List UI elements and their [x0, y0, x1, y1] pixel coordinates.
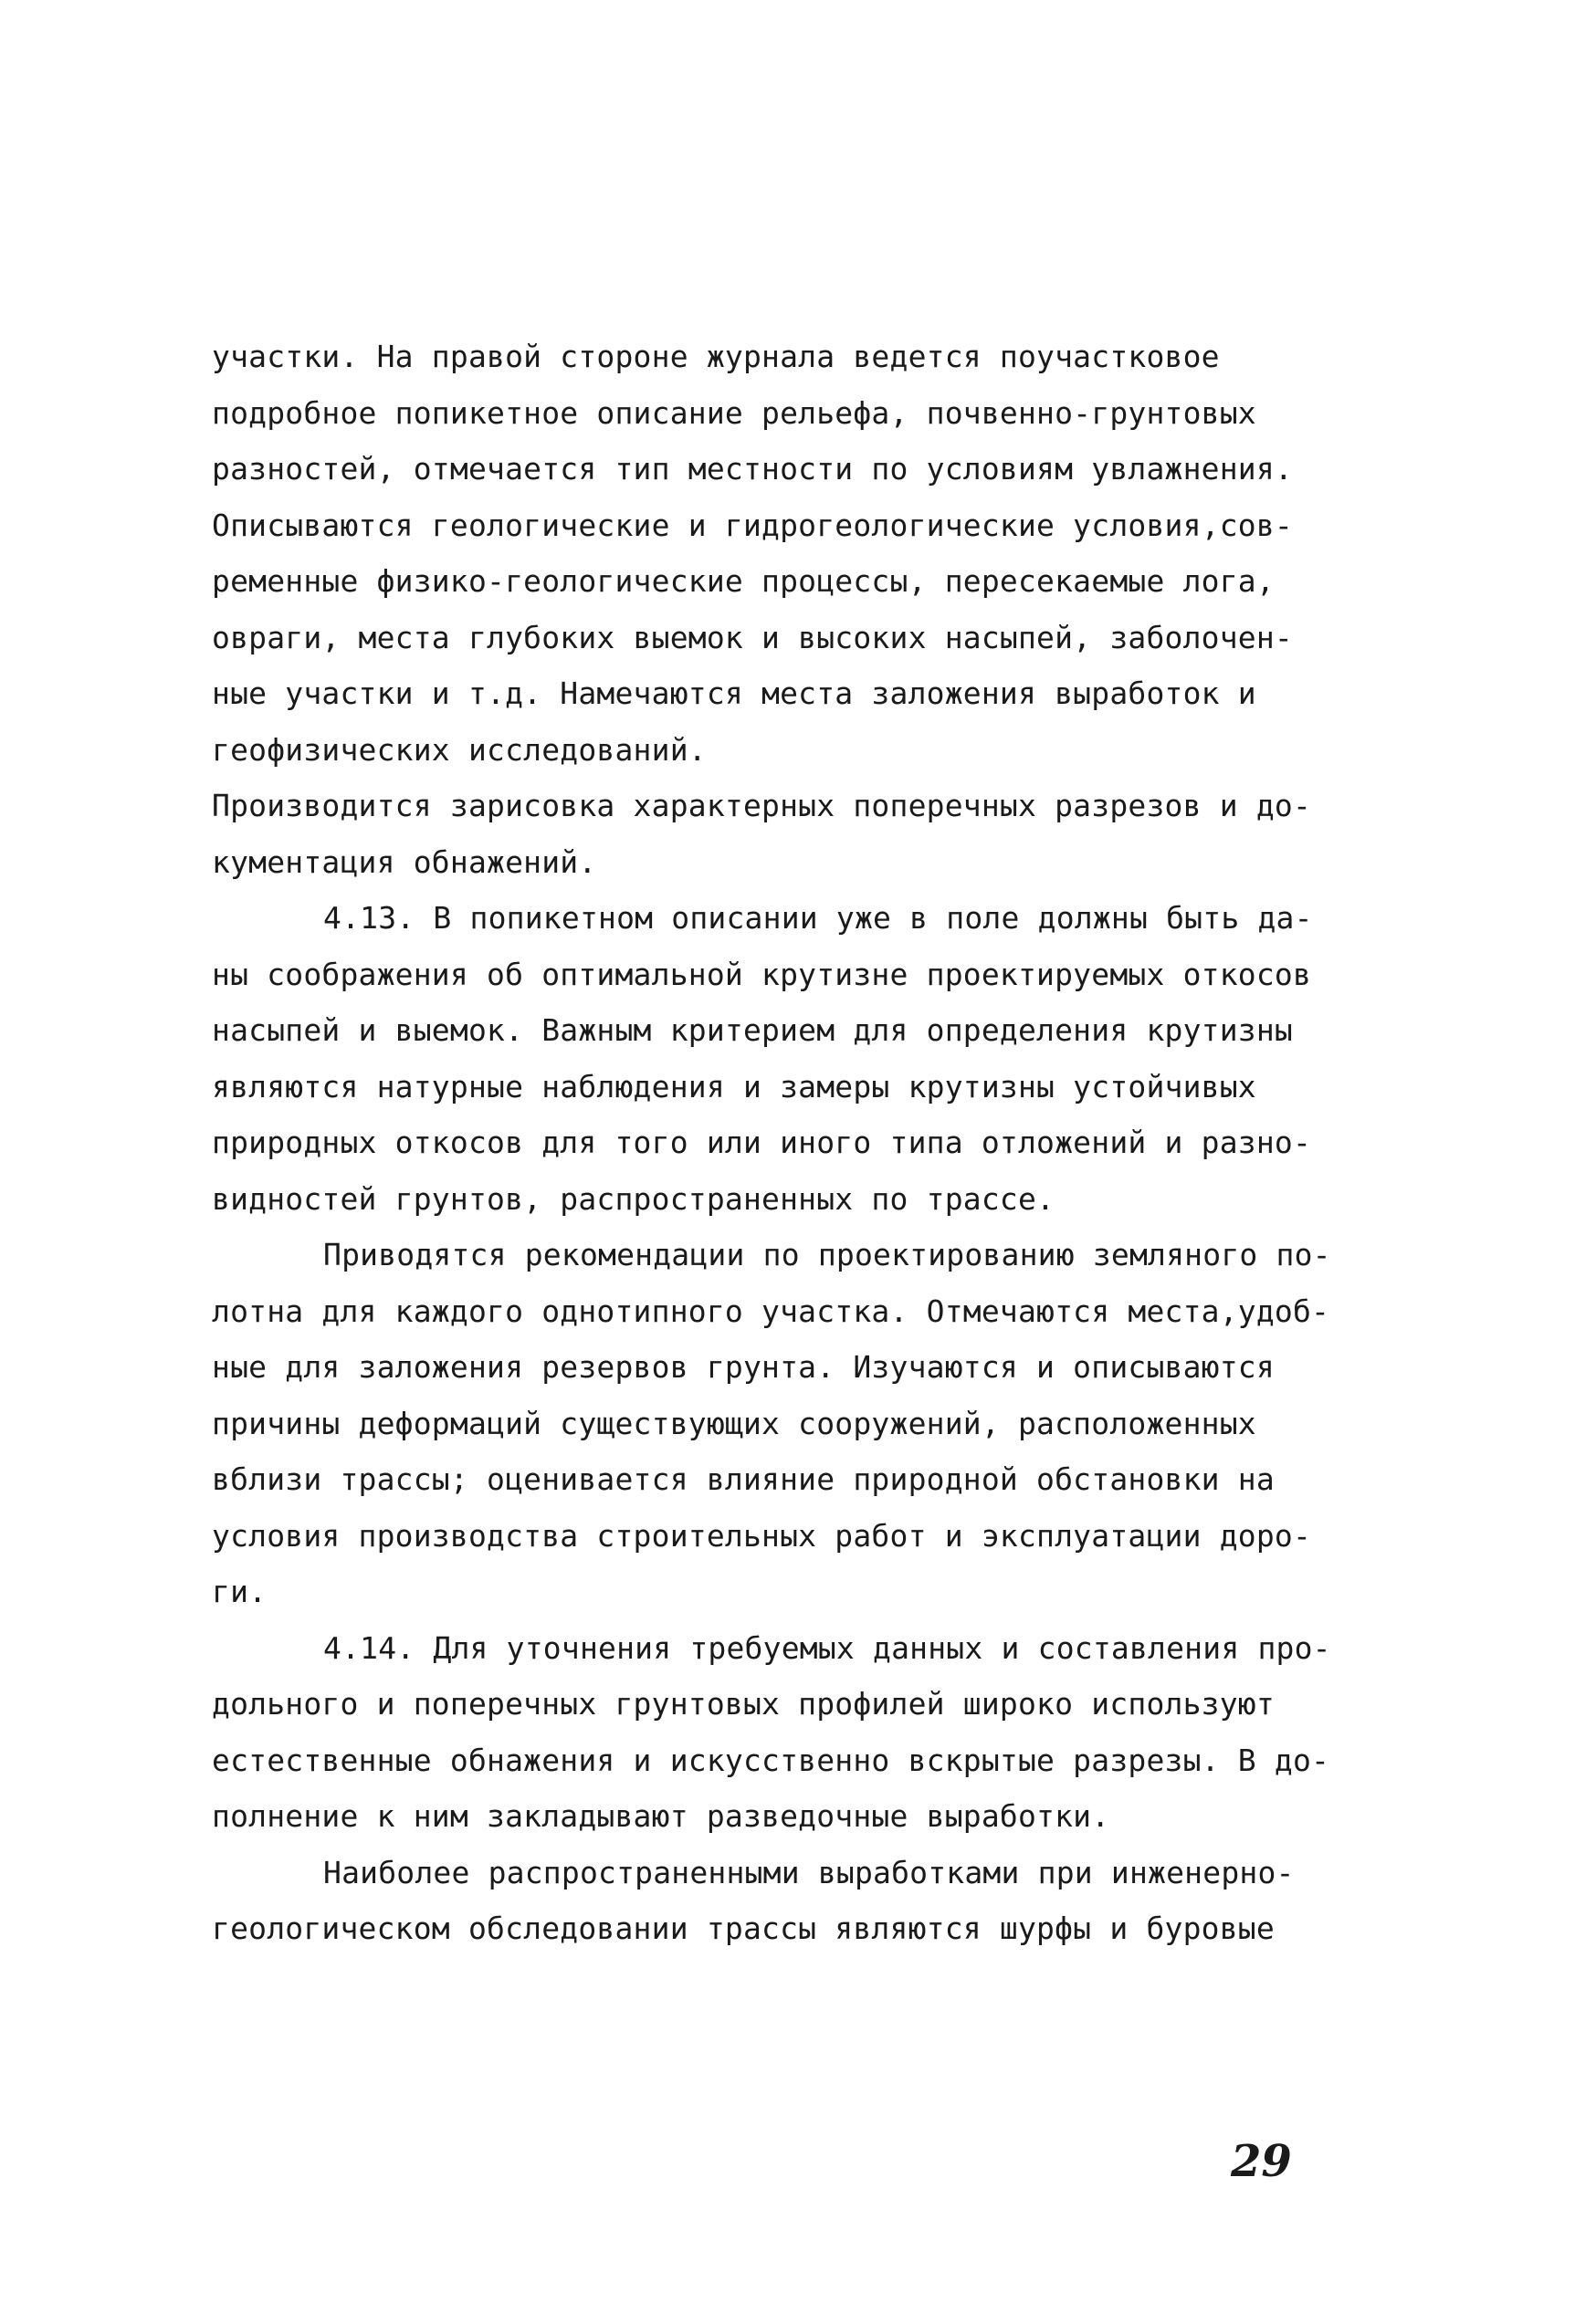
text-line: Наиболее распространенными выработками при инженерно-	[323, 1854, 1295, 1890]
text-line: Производится зарисовка характерных поперечных разрезов и до-	[212, 788, 1312, 823]
text-line: полнение к ним закладывают разведочные выработки.	[212, 1798, 1110, 1834]
text-line: причины деформаций существующих сооружений, расположенных	[212, 1405, 1256, 1441]
text-line: насыпей и выемок. Важным критерием для определения крутизны	[212, 1012, 1293, 1048]
text-line: геофизических исследований.	[212, 731, 707, 768]
text-line: участки. На правой стороне журнала ведется поучастковое	[212, 339, 1220, 374]
text-line: вблизи трассы; оценивается влияние природной обстановки на	[212, 1461, 1275, 1497]
text-line: Описываются геологические и гидрогеологические условия,сов-	[212, 507, 1293, 543]
text-line: условия производства строительных работ и эксплуатации доро-	[212, 1517, 1312, 1554]
text-line: природных откосов для того или иного типа отложений и разно-	[212, 1125, 1312, 1160]
text-line: геологическом обследовании трассы являются шурфы и буровые	[212, 1910, 1275, 1946]
text-line: ные для заложения резервов грунта. Изучаются и описываются	[212, 1349, 1275, 1385]
text-line: 4.13. В попикетном описании уже в поле должны быть да-	[323, 900, 1313, 936]
body-text	[212, 329, 1344, 1957]
text-line: ные участки и т.д. Намечаются места заложения выработок и	[212, 675, 1256, 711]
text-line: кументация обнажений.	[212, 843, 597, 880]
text-line: овраги, места глубоких выемок и высоких насыпей, заболочен-	[212, 619, 1293, 655]
text-line: подробное попикетное описание рельефа, почвенно-грунтовых	[212, 394, 1256, 431]
text-line: ременные физико-геологические процессы, пересекаемые лога,	[212, 563, 1275, 599]
text-line: дольного и поперечных грунтовых профилей широко используют	[212, 1686, 1275, 1722]
text-line: разностей, отмечается тип местности по условиям увлажнения.	[212, 451, 1293, 487]
text-line: 4.14. Для уточнения требуемых данных и составления про-	[323, 1629, 1331, 1666]
page-number: 29	[1231, 2136, 1292, 2187]
text-line: ны соображения об оптимальной крутизне проектируемых откосов	[212, 956, 1312, 992]
text-line: лотна для каждого однотипного участка. Отмечаются места,удоб-	[212, 1293, 1330, 1329]
text-line: естественные обнажения и искусственно вскрытые разрезы. В до-	[212, 1742, 1330, 1778]
text-line: видностей грунтов, распространенных по трассе.	[212, 1180, 1055, 1217]
text-line: ги.	[212, 1574, 268, 1609]
text-line: являются натурные наблюдения и замеры крутизны устойчивых	[212, 1068, 1256, 1104]
text-line: Приводятся рекомендации по проектированию земляного по-	[323, 1237, 1331, 1272]
